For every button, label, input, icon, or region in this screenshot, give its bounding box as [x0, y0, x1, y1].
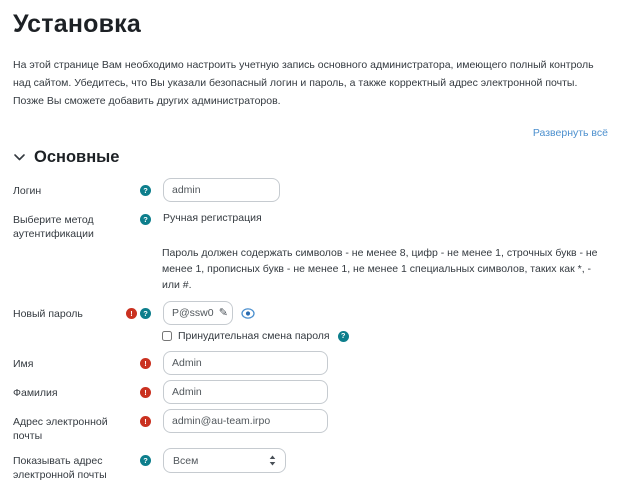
field-row-email [13, 409, 608, 443]
pencil-icon: ✎ [218, 306, 228, 319]
required-icon: ! [140, 416, 151, 427]
eye-icon[interactable] [241, 308, 255, 319]
help-icon[interactable]: ? [140, 185, 151, 196]
firstname-label: Имя [13, 358, 34, 370]
login-input[interactable] [163, 178, 280, 202]
section-header-general[interactable] [14, 148, 608, 167]
help-icon[interactable]: ? [140, 455, 151, 466]
required-icon: ! [140, 387, 151, 398]
lastname-label: Фамилия [13, 387, 58, 399]
email-input[interactable] [163, 409, 328, 433]
email-visibility-select[interactable] [163, 448, 286, 473]
page-title: Установка [13, 10, 141, 38]
field-row-auth-method [13, 207, 608, 241]
force-password-change-row [162, 330, 608, 342]
new-password-label: Новый пароль [13, 308, 83, 320]
help-icon[interactable]: ? [140, 308, 151, 319]
help-icon[interactable]: ? [338, 331, 349, 342]
required-icon: ! [126, 308, 137, 319]
auth-method-label: Выберите метод аутентификации [13, 214, 94, 240]
field-row-email-visibility [13, 448, 608, 482]
password-hint: Пароль должен содержать символов - не менее 8, цифр - не менее 1, строчных букв - не менее 1, прописных букв - не менее 1, не менее 1 специальных символов, таких как *, - или #. [162, 247, 598, 291]
force-password-change-label: Принудительная смена пароля [178, 330, 330, 342]
force-password-change-checkbox[interactable] [162, 331, 172, 341]
field-row-new-password [13, 301, 608, 325]
chevron-down-icon [14, 154, 25, 161]
select-arrows-icon [269, 455, 276, 466]
expand-all-row [13, 123, 608, 141]
email-visibility-label: Показывать адрес электронной почты [13, 455, 107, 481]
section-title: Основные [34, 148, 120, 166]
field-row-firstname [13, 351, 608, 375]
email-label: Адрес электронной почты [13, 416, 108, 442]
field-row-lastname [13, 380, 608, 404]
help-icon[interactable]: ? [140, 214, 151, 225]
firstname-input[interactable] [163, 351, 328, 375]
field-row-login [13, 178, 608, 202]
expand-all-link[interactable]: Развернуть всё [532, 127, 608, 139]
lastname-input[interactable] [163, 380, 328, 404]
page-description: На этой странице Вам необходимо настроить учетную запись основного администратора, имеющего полный контроль над сайтом. Убедитесь, что Вы указали безопасный логин и пароль, а также корректный адрес электронной почты. Позже Вы сможете добавить других администраторов. [13, 59, 594, 107]
admin-account-form [13, 178, 608, 482]
email-visibility-selected-value: Всем [173, 454, 199, 467]
login-label: Логин [13, 185, 42, 197]
new-password-input[interactable] [163, 301, 233, 325]
auth-method-value: Ручная регистрация [163, 212, 262, 224]
required-icon: ! [140, 358, 151, 369]
